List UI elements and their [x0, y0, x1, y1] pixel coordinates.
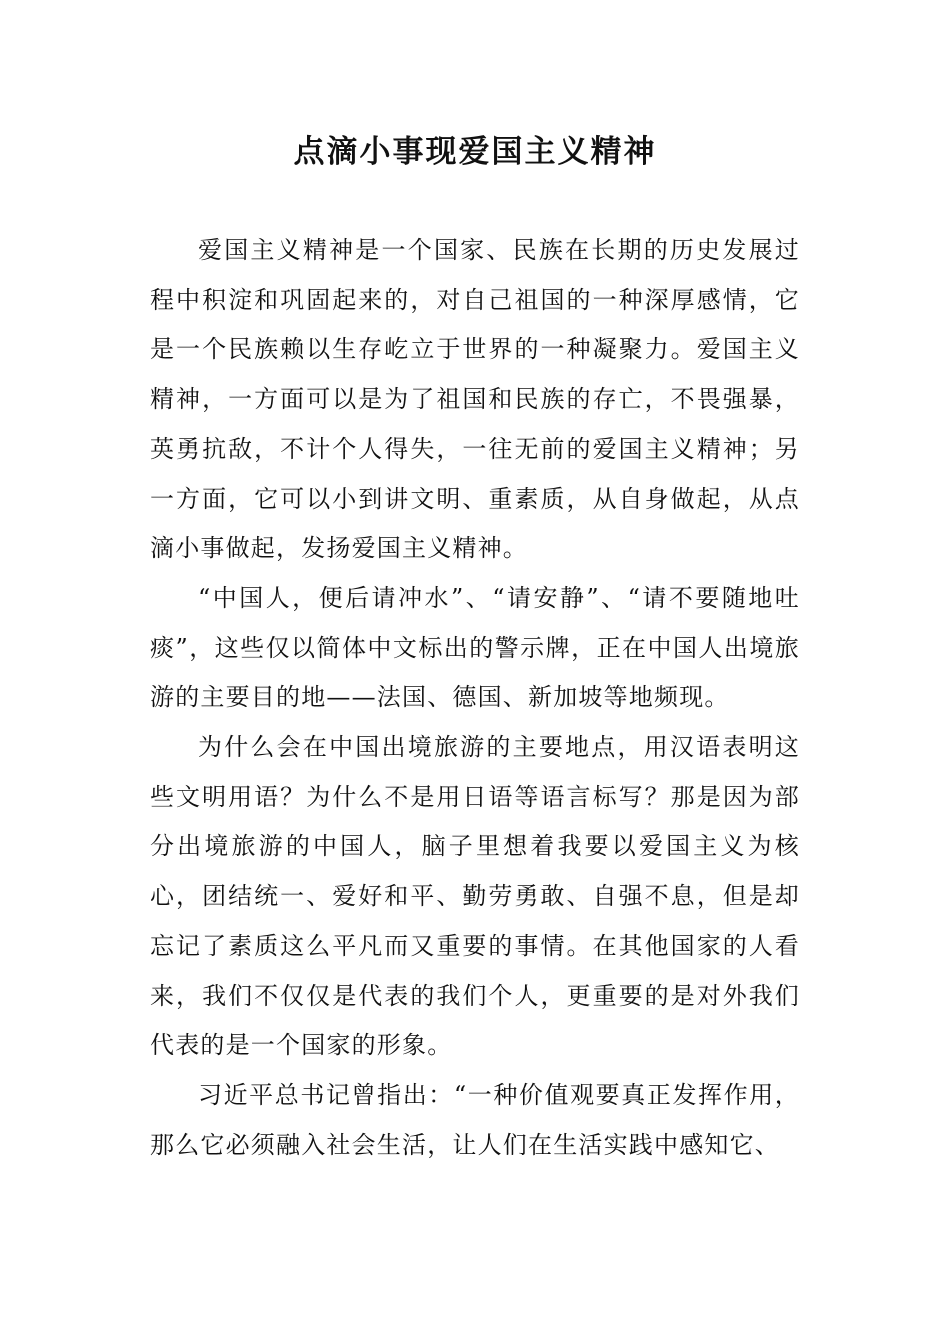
paragraph-patriotism-definition: 爱国主义精神是一个国家、民族在长期的历史发展过程中积淀和巩固起来的，对自己祖国的一种深厚感情，它是一个民族赖以生存屹立于世界的一种凝聚力。爱国主义精神，一方面可以是为了祖国和民族的存亡，不畏强暴，英勇抗敌，不计个人得失，一往无前的爱国主义精神；另一方面，它可以小到讲文明、重素质，从自身做起，从点滴小事做起，发扬爱国主义精神。	[150, 236, 800, 563]
paragraph-why-chinese: 为什么会在中国出境旅游的主要地点，用汉语表明这些文明用语？为什么不是用日语等语言标写？那是因为部分出境旅游的中国人，脑子里想着我要以爱国主义为核心，团结统一、爱好和平、勤劳勇敢、自强不息，但是却忘记了素质这么平凡而又重要的事情。在其他国家的人看来，我们不仅仅是代表的我们个人，更重要的是对外我们代表的是一个国家的形象。	[150, 733, 800, 1060]
document-body	[150, 226, 800, 1170]
document-title: 点滴小事现爱国主义精神	[293, 134, 657, 170]
paragraph-xi-quote: 习近平总书记曾指出：“一种价值观要真正发挥作用，那么它必须融入社会生活，让人们在生活实践中感知它、	[150, 1080, 800, 1159]
paragraph-warning-signs: “中国人，便后请冲水”、“请安静”、“请不要随地吐痰”，这些仅以简体中文标出的警示牌，正在中国人出境旅游的主要目的地——法国、德国、新加坡等地频现。	[150, 583, 800, 712]
